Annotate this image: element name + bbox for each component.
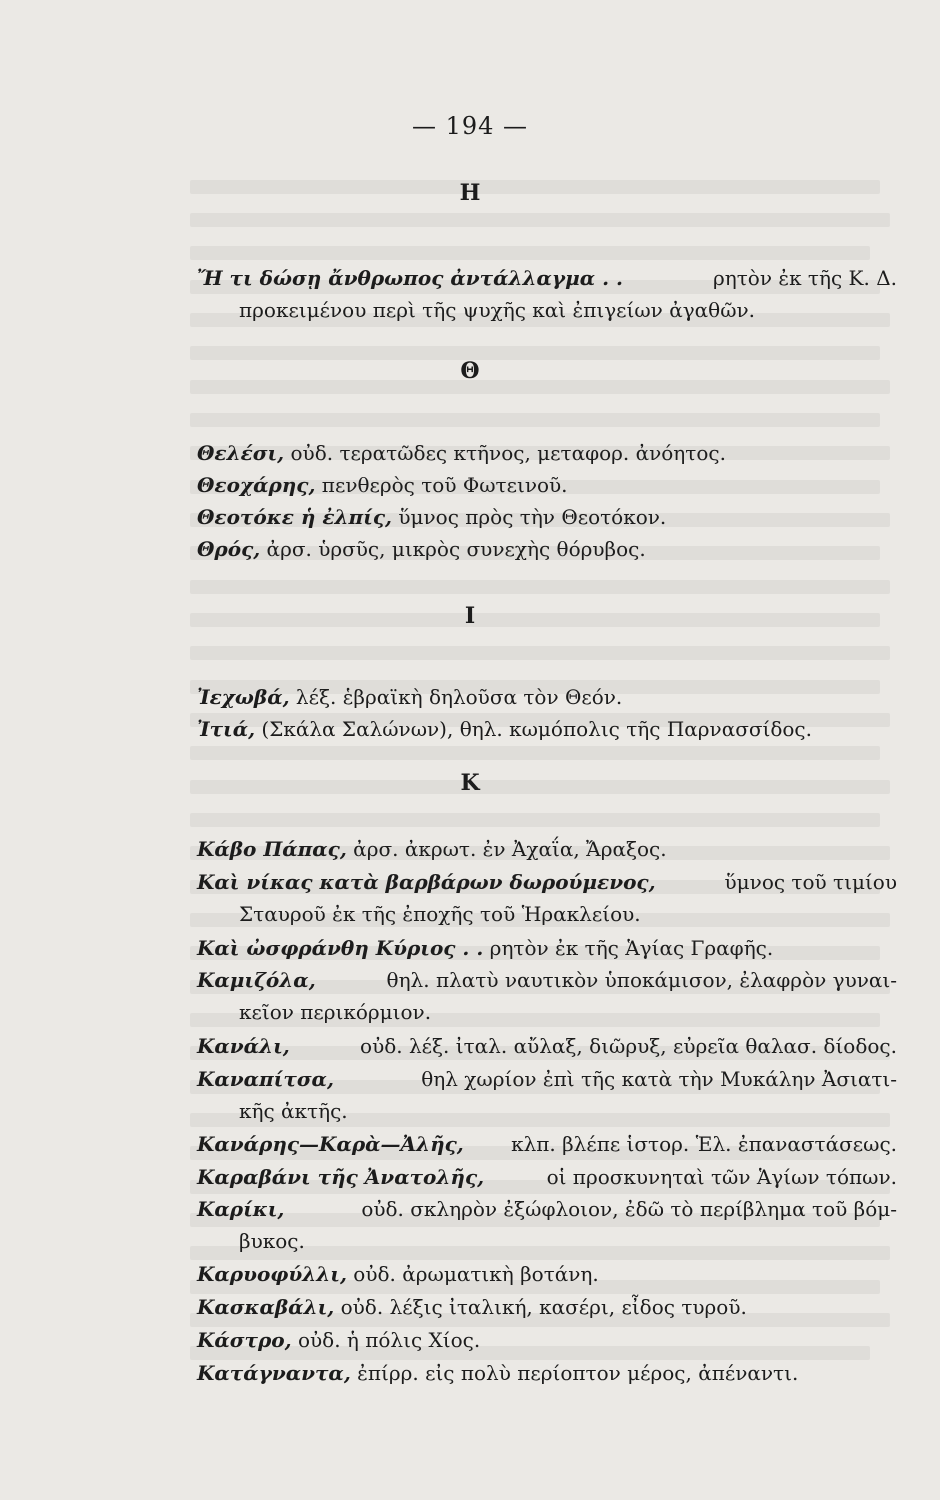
entry-term: Κάστρο, — [197, 1328, 292, 1352]
entry-term: Ἤ τι δώσῃ ἄνθρωπος ἀντάλλαγμα . . — [197, 266, 623, 290]
entry-definition: οἱ προσκυνηταὶ τῶν Ἁγίων τόπων. — [546, 1165, 897, 1189]
entry-term: Κατάγναντα, — [197, 1361, 351, 1385]
entry-definition: ρητὸν ἐκ τῆς Κ. Δ. — [712, 266, 897, 290]
entry-term: Κασκαβάλι, — [197, 1295, 335, 1319]
entry-term: Καναπίτσα, — [197, 1067, 334, 1091]
entry-continuation: Σταυροῦ ἐκ τῆς ἐποχῆς τοῦ Ἡρακλείου. — [239, 902, 641, 926]
dictionary-entry — [197, 1258, 897, 1290]
entry-term: Θελέσι, — [197, 441, 285, 465]
dictionary-entry — [197, 437, 897, 469]
entry-definition: οὐδ. σκληρὸν ἐξώφλοιον, ἐδῶ τὸ περίβλημα τοῦ βόμ- — [361, 1197, 897, 1221]
dictionary-entry — [197, 833, 897, 865]
entry-term: Ἰεχωβά, — [197, 685, 290, 709]
entry-definition: πενθερὸς τοῦ Φωτεινοῦ. — [315, 473, 568, 497]
entry-definition: (Σκάλα Σαλώνων), θηλ. κωμόπολις τῆς Παρνασσίδος. — [255, 717, 812, 741]
entry-definition: ρητὸν ἐκ τῆς Ἁγίας Γραφῆς. — [483, 936, 774, 960]
dictionary-entry — [197, 713, 897, 745]
entry-term: Καμιζόλα, — [197, 968, 316, 992]
entry-term: Καρυοφύλλι, — [197, 1262, 347, 1286]
dictionary-entry — [197, 1324, 897, 1356]
entry-term: Θρός, — [197, 537, 261, 561]
dictionary-entry — [197, 932, 897, 964]
entry-term: Κανάλι, — [197, 1034, 290, 1058]
section-heading-iota: Ι — [464, 603, 476, 629]
page-number: — 194 — — [411, 112, 529, 140]
dictionary-entry — [197, 262, 897, 294]
dictionary-entry — [197, 1128, 897, 1160]
dictionary-entry — [197, 964, 897, 996]
entry-definition: οὐδ. λέξ. ἰταλ. αὔλαξ, διῶρυξ, εὐρεῖα θαλασ. δίοδος. — [360, 1034, 897, 1058]
entry-term: Καὶ ὠσφράνθη Κύριος . . — [197, 936, 484, 960]
entry-definition: ὕμνος τοῦ τιμίου — [724, 870, 897, 894]
entry-term: Καραβάνι τῆς Ἀνατολῆς, — [197, 1165, 485, 1189]
entry-definition: ἀρσ. ὑρσῦς, μικρὸς συνεχὴς θόρυβος. — [260, 537, 646, 561]
section-heading-theta: Θ — [460, 358, 480, 384]
entry-term: Καὶ νίκας κατὰ βαρβάρων δωρούμενος, — [197, 870, 656, 894]
dictionary-entry — [197, 501, 897, 533]
entry-definition: ἐπίρρ. εἰς πολὺ περίοπτον μέρος, ἀπέναντι. — [350, 1361, 799, 1385]
section-heading-eta: Η — [459, 180, 481, 206]
dictionary-entry — [197, 681, 897, 713]
dictionary-entry — [197, 1291, 897, 1323]
entry-definition: λέξ. ἑβραϊκὴ δηλοῦσα τὸν Θεόν. — [289, 685, 623, 709]
entry-definition: οὐδ. λέξις ἰταλική, κασέρι, εἶδος τυροῦ. — [334, 1295, 747, 1319]
entry-definition: κλπ. βλέπε ἱστορ. Ἑλ. ἐπαναστάσεως. — [511, 1132, 897, 1156]
entry-term: Θεοχάρης, — [197, 473, 316, 497]
entry-definition: οὐδ. τερατῶδες κτῆνος, μεταφορ. ἀνόητος. — [284, 441, 726, 465]
entry-definition: οὐδ. ἀρωματικὴ βοτάνη. — [346, 1262, 599, 1286]
entry-continuation: κεῖον περικόρμιον. — [239, 1000, 432, 1024]
dictionary-entry — [197, 533, 897, 565]
entry-definition: ἀρσ. ἀκρωτ. ἐν Ἀχαΐα, Ἄραξος. — [346, 837, 667, 861]
entry-term: Ἰτιά, — [197, 717, 256, 741]
entry-term: Κάβο Πάπας, — [197, 837, 347, 861]
dictionary-entry — [197, 1063, 897, 1095]
dictionary-entry — [197, 469, 897, 501]
entry-continuation: κῆς ἀκτῆς. — [239, 1099, 348, 1123]
entry-definition: ὕμνος πρὸς τὴν Θεοτόκον. — [391, 505, 667, 529]
dictionary-entry — [197, 1030, 897, 1062]
entry-definition: θηλ. πλατὺ ναυτικὸν ὑποκάμισον, ἐλαφρὸν γυναι- — [386, 968, 897, 992]
entry-term: Θεοτόκε ἡ ἐλπίς, — [197, 505, 392, 529]
entry-term: Καρίκι, — [197, 1197, 285, 1221]
dictionary-entry — [197, 1357, 897, 1389]
dictionary-entry — [197, 1161, 897, 1193]
dictionary-entry — [197, 1193, 897, 1225]
entry-definition: οὐδ. ἡ πόλις Χίος. — [291, 1328, 481, 1352]
dictionary-entry — [197, 866, 897, 898]
entry-term: Κανάρης—Καρὰ—Ἀλῆς, — [197, 1132, 464, 1156]
entry-definition: θηλ χωρίον ἐπὶ τῆς κατὰ τὴν Μυκάλην Ἀσιατι- — [421, 1067, 897, 1091]
entry-continuation: βυκος. — [239, 1229, 305, 1253]
entry-continuation: προκειμένου περὶ τῆς ψυχῆς καὶ ἐπιγείων ἀγαθῶν. — [239, 298, 756, 322]
section-heading-kappa: Κ — [460, 770, 480, 796]
